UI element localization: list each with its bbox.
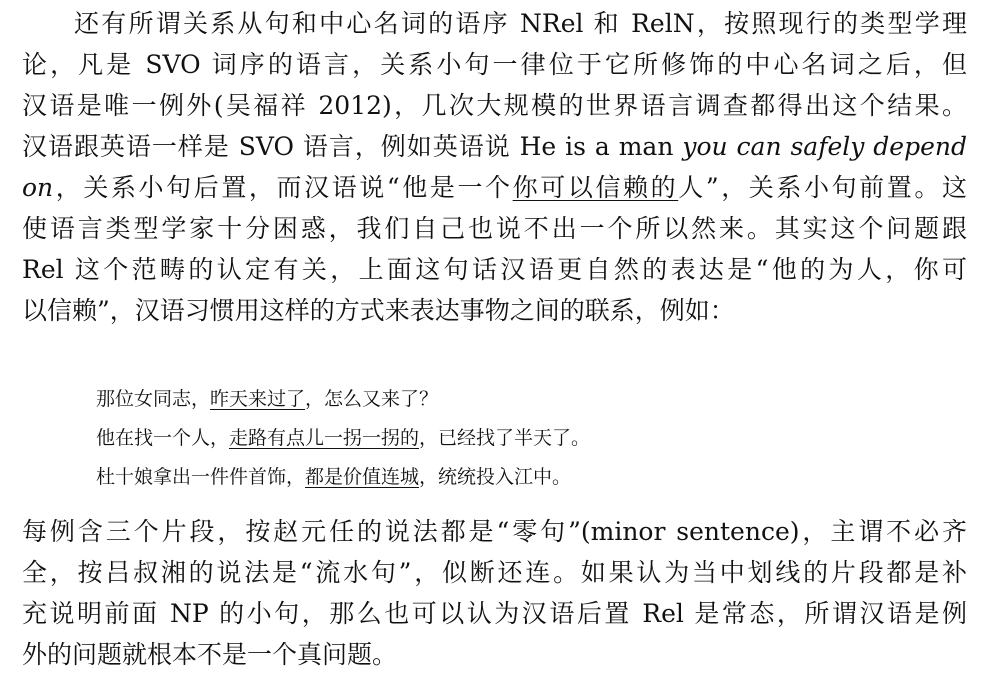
underlined-text: 走路有点儿一拐一拐的 [229, 427, 420, 449]
text-segment: ，统统投入江中。 [419, 466, 572, 488]
text-line [22, 208, 967, 249]
text-segment: 论，凡是 SVO 词序的语言，关系小句一律位于它所修饰的中心名词之后，但 [22, 50, 967, 79]
text-segment: ，已经找了半天了。 [419, 427, 591, 449]
text-segment: 汉语是唯一例外(吴福祥 2012)，几次大规模的世界语言调查都得出这个结果。 [22, 91, 967, 120]
example-sentence [96, 419, 796, 458]
text-segment: 人”，关系小句前置。这 [678, 173, 967, 202]
text-segment: Rel 这个范畴的认定有关，上面这句话汉语更自然的表达是“他的为人，你可 [22, 255, 967, 284]
italic-text: you can safely depend [682, 132, 967, 161]
text-segment: 全，按吕叔湘的说法是“流水句”，似断还连。如果认为当中划线的片段都是补 [22, 558, 967, 587]
text-segment: 他在找一个人， [96, 427, 230, 449]
text-line [22, 249, 967, 290]
example-sentence [96, 458, 796, 497]
text-line [22, 552, 967, 593]
text-segment: 杜十娘拿出一件件首饰， [96, 466, 306, 488]
paragraph-minor-sentence [22, 511, 967, 675]
text-segment: 充说明前面 NP 的小句，那么也可以认为汉语后置 Rel 是常态，所谓汉语是例 [22, 599, 967, 628]
text-line [22, 511, 967, 552]
text-line [22, 85, 967, 126]
text-segment: ，关系小句后置，而汉语说“他是一个 [53, 173, 513, 202]
text-segment: 以信赖”，汉语习惯用这样的方式来表达事物之间的联系，例如： [22, 296, 735, 325]
paragraph-relative-clause [22, 3, 967, 331]
text-line [22, 634, 967, 675]
text-segment: 外的问题就根本不是一个真问题。 [22, 640, 398, 669]
underlined-text: 昨天来过了 [210, 388, 306, 410]
text-line [22, 3, 967, 44]
text-line [22, 593, 967, 634]
text-line [22, 126, 967, 167]
text-segment: 还有所谓关系从句和中心名词的语序 NRel 和 RelN，按照现行的类型学理 [74, 9, 967, 38]
text-line [22, 44, 967, 85]
italic-text: on [22, 173, 54, 202]
text-segment: 那位女同志， [96, 388, 211, 410]
text-line [22, 290, 967, 331]
underlined-text: 都是价值连城 [305, 466, 420, 488]
example-sentence [96, 380, 796, 419]
text-segment: 汉语跟英语一样是 SVO 语言，例如英语说 He is a man [22, 132, 683, 161]
example-sentences [96, 380, 796, 497]
underlined-text: 你可以信赖的 [512, 173, 679, 202]
text-segment: ，怎么又来了？ [305, 388, 439, 410]
text-segment: 使语言类型学家十分困惑，我们自己也说不出一个所以然来。其实这个问题跟 [22, 214, 967, 243]
text-line [22, 167, 967, 208]
text-segment: 每例含三个片段，按赵元任的说法都是“零句”(minor sentence)，主谓不必齐 [22, 517, 967, 546]
